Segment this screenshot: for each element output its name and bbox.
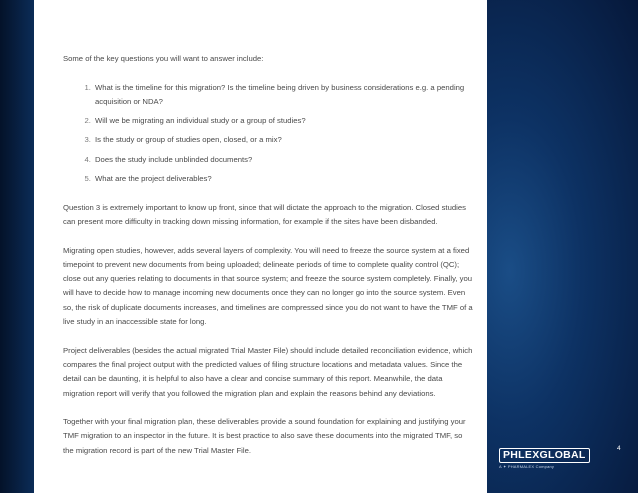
document-page (34, 0, 487, 493)
document-body (63, 52, 473, 458)
list-item: 3. Is the study or group of studies open, closed, or a mix? (93, 133, 473, 147)
intro-paragraph: Some of the key questions you will want to answer include: (63, 54, 264, 63)
company-logo (499, 445, 611, 470)
list-item: 5. What are the project deliverables? (93, 172, 473, 186)
page-number: 4 (617, 445, 621, 452)
list-item: 4. Does the study include unblinded documents? (93, 153, 473, 167)
list-item: 1. What is the timeline for this migration? Is the timeline being driven by business considerations e.g. a pending acquisition or NDA? (93, 81, 473, 110)
paragraph-conclusion: Together with your final migration plan, these deliverables provide a sound foundation for explaining and justifying your TMF migration to an inspector in the future. It is best practice to also save these documents into the migrated TMF, so the migration record is part of the new Trial Master File. (63, 417, 466, 455)
logo-wordmark: PHLEXGLOBAL (499, 448, 590, 463)
paragraph-open-studies: Migrating open studies, however, adds several layers of complexity. You will need to freeze the source system at a fixed timepoint to prevent new documents from being uploaded; delineate periods of time to complete quality control (QC); close out any queries relating to documents in that source system; and freeze the source system completely. Finally, you will have to decide how to manage incoming new documents once they can no longer go into the source system. Even so, the risk of duplicate documents increases, and timelines are compressed since you do not want to have the TMF of a live study in an inaccessible state for long. (63, 245, 473, 327)
background-right (487, 0, 638, 493)
logo-tagline: A ✦ PHARMALEX Company (499, 464, 555, 469)
list-item: 2. Will we be migrating an individual study or a group of studies? (93, 114, 473, 128)
background-left (0, 0, 34, 493)
paragraph-deliverables: Project deliverables (besides the actual migrated Trial Master File) should include detailed reconciliation evidence, which compares the final project output with the predicted values of filing structure locations and metadata values. Since the detail can be daunting, it is helpful to also have a clear and concise summary of this report. Meanwhile, the data migration report will verify that you followed the migration plan and explain the reasons behind any deviations. (63, 345, 473, 398)
questions-list (63, 81, 473, 187)
paragraph-question-3: Question 3 is extremely important to know up front, since that will dictate the approach to the migration. Closed studies can present more difficulty in tracking down missing information, for example if the sites have been disbanded. (63, 202, 466, 226)
